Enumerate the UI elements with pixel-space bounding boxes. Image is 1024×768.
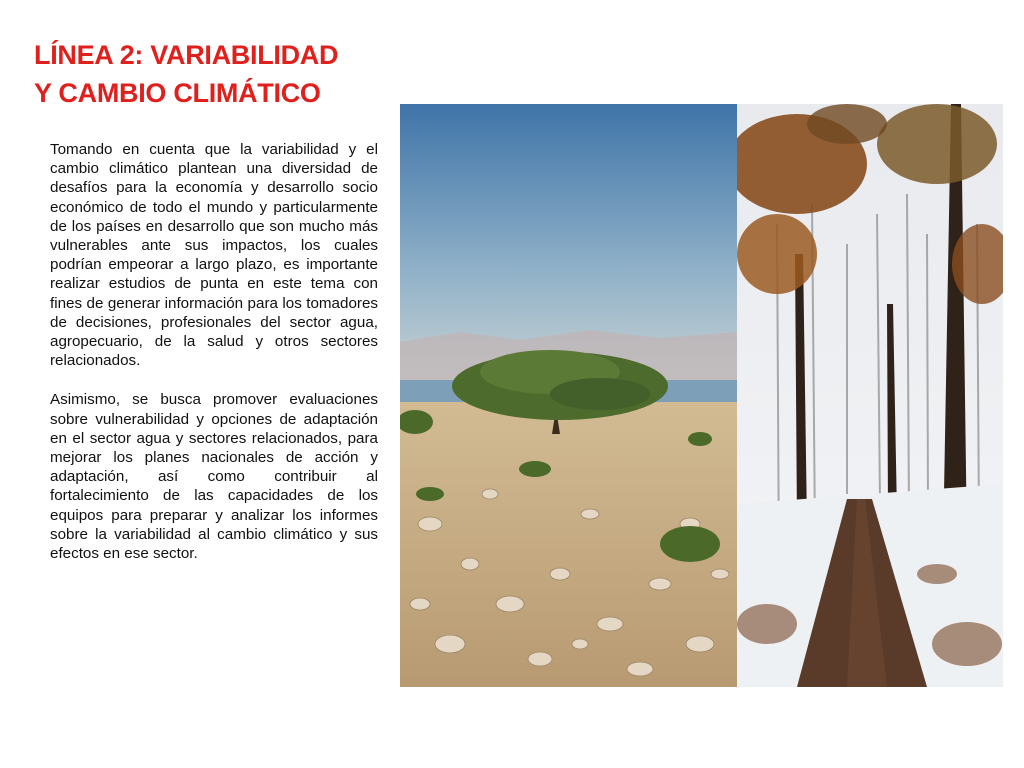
title-line-1: LÍNEA 2: VARIABILIDAD	[34, 40, 339, 70]
paragraph-2: Asimismo, se busca promover evaluaciones sobre vulnerabilidad y opciones de adaptación en el sector agua y sectores relacionados, para mejorar los planes nacionales de acción y adaptación, así como contribuir al fortalecimiento de las capacidades de los equipos para preparar y analizar los informes sobre la variabilidad al cambio climático y sus efectos en ese sector.	[50, 391, 378, 563]
desert-tree-photo	[400, 104, 737, 687]
body-text	[50, 140, 378, 583]
paragraph-1: Tomando en cuenta que la variabilidad y el cambio climático plantean una diversidad de desafíos para la economía y desarrollo socio económico de todo el mundo y particularmente de los países en desarrollo que son mucho más vulnerables ante sus impactos, los cuales podrían empeorar a largo plazo, es importante realizar estudios de punta en este tema con fines de generar información para los tomadores de decisiones, profesionales del sector agua, agropecuario, de la salud y otros sectores relacionados.	[50, 141, 378, 370]
title-line-2: Y CAMBIO CLIMÁTICO	[34, 78, 321, 108]
snowy-forest-illustration	[737, 104, 1003, 687]
desert-tree-illustration	[400, 104, 737, 687]
slide-title	[34, 36, 394, 112]
snowy-forest-photo	[737, 104, 1003, 687]
